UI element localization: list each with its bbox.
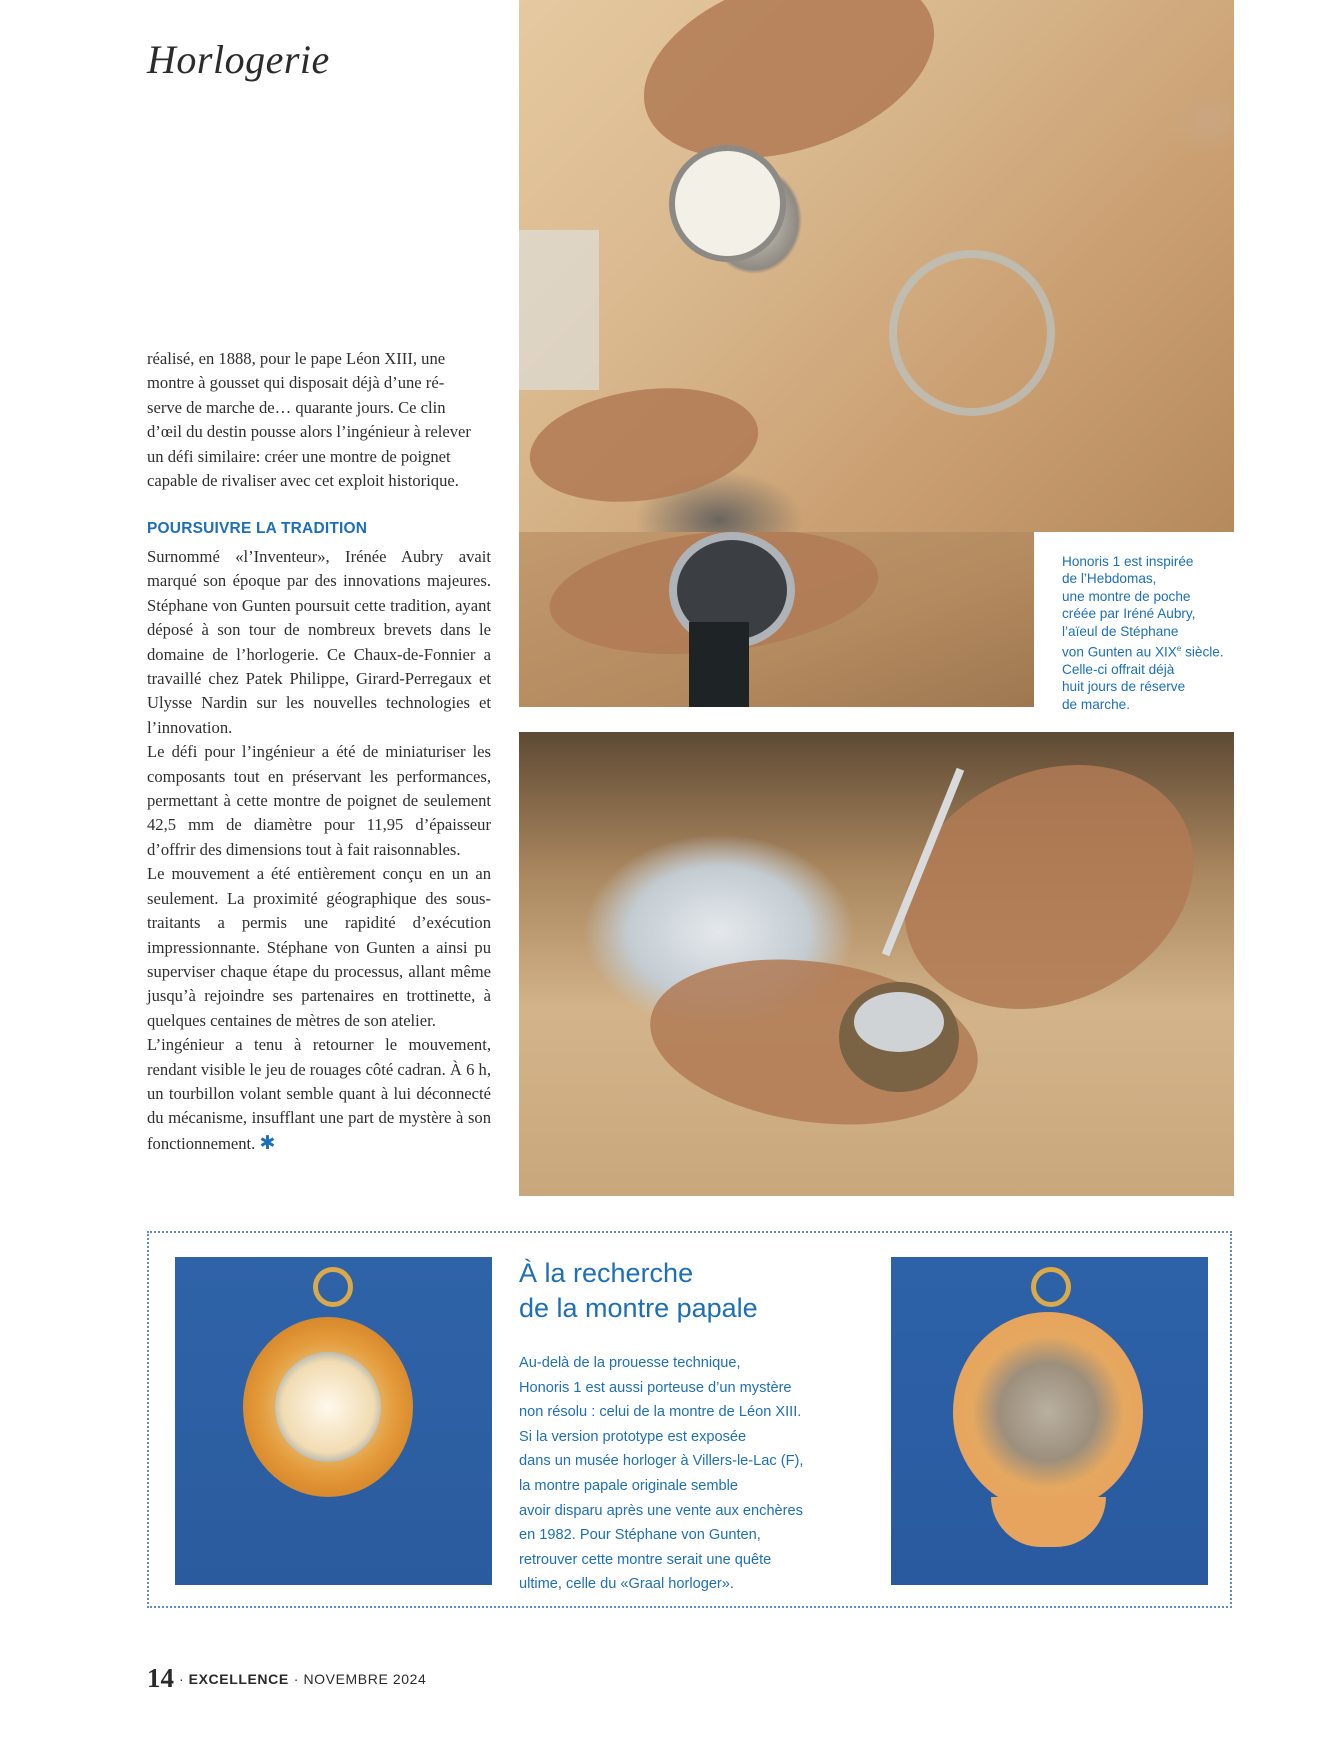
sidebar-title-line: de la montre papale	[519, 1293, 758, 1323]
sidebar-text-line: Si la version prototype est exposée	[519, 1428, 747, 1445]
sidebar-text-line: ultime, celle du «Graal horloger».	[519, 1576, 734, 1593]
caption-line: l’aïeul de Stéphane	[1062, 623, 1179, 639]
page-footer: 14 · EXCELLENCE · NOVEMBRE 2024	[147, 1663, 427, 1693]
caption-line: von Gunten au XIXe siècle.	[1062, 644, 1224, 660]
pocket-watch-image-movement	[891, 1257, 1208, 1585]
sidebar-text	[519, 1351, 869, 1597]
intro-line: réalisé, en 1888, pour le pape Léon XIII, une	[147, 349, 446, 368]
intro-line: montre à gousset qui disposait déjà d’une ré-	[147, 373, 445, 393]
page-number: 14	[147, 1663, 174, 1693]
section-heading: POURSUIVRE LA TRADITION	[147, 520, 368, 537]
intro-line: serve de marche de… quarante jours. Ce clin	[147, 397, 446, 417]
issue-date: NOVEMBRE 2024	[303, 1671, 427, 1687]
sidebar-text-line: avoir disparu après une vente aux enchères	[519, 1502, 803, 1519]
photo-caption	[1062, 553, 1242, 713]
end-mark-icon: ✱	[259, 1131, 276, 1154]
article-intro	[147, 347, 491, 493]
sidebar-text-line: Au-delà de la prouesse technique,	[519, 1355, 741, 1371]
caption-line: huit jours de réserve	[1062, 679, 1186, 695]
sidebar-text-line: la montre papale originale semble	[519, 1477, 739, 1494]
caption-line: Celle-ci offrait déjà	[1062, 661, 1175, 677]
caption-line: une montre de poche	[1062, 588, 1191, 604]
paragraph: L’ingénieur a tenu à retourner le mouvement, rendant visible le jeu de rouages côté cadran. À 6 h, un tourbillon volant semble quant à lui déconnecté du mécanisme, insufflant une part de mystère à son fonctionnement. ✱	[147, 1035, 491, 1154]
workshop-photo-assembly	[519, 732, 1234, 1196]
pocket-watch-image-dial	[175, 1257, 492, 1585]
workshop-photo-wrist	[519, 532, 1034, 707]
caption-line: créée par Iréné Aubry,	[1062, 606, 1196, 622]
sidebar-text-line: Honoris 1 est aussi porteuse d’un mystère	[519, 1379, 792, 1396]
rubric-title: Horlogerie	[147, 37, 330, 82]
sidebar-text-line: retrouver cette montre serait une quête	[519, 1551, 772, 1568]
sidebar-text-line: en 1982. Pour Stéphane von Gunten,	[519, 1527, 761, 1544]
publication-name: EXCELLENCE	[188, 1671, 289, 1687]
caption-line: de marche.	[1062, 696, 1131, 712]
intro-line: d’œil du destin pousse alors l’ingénieur à relever	[147, 422, 471, 442]
caption-line: Honoris 1 est inspirée	[1062, 554, 1194, 569]
sidebar-text-line: dans un musée horloger à Villers-le-Lac (F),	[519, 1453, 804, 1470]
paragraph: Le défi pour l’ingénieur a été de miniaturiser les composants tout en préservant les performances, permettant à cette montre de poignet de seulement 42,5 mm de diamètre pour 11,95 d’épaisseur d’offrir des dimensions tout à fait raisonnables.	[147, 742, 491, 859]
sidebar-title-line: À la recherche	[519, 1258, 694, 1288]
caption-line: de l’Hebdomas,	[1062, 571, 1157, 587]
paragraph: Surnommé «l’Inventeur», Irénée Aubry avait marqué son époque par des innovations majeures. Stéphane von Gunten poursuit cette tradition, ayant déposé à son tour de nombreux brevets dans le domaine de l’horlogerie. Ce Chaux-de-Fonnier a travaillé chez Patek Philippe, Girard-Perregaux et Ulysse Nardin sur les nouvelles technologies et l’innovation.	[147, 547, 491, 737]
sidebar-title	[519, 1256, 758, 1326]
sidebar-text-line: non résolu : celui de la montre de Léon XIII.	[519, 1404, 802, 1421]
paragraph: Le mouvement a été entièrement conçu en un an seulement. La proximité géographique des sous-traitants a permis une rapidité d’exécution impressionnante. Stéphane von Gunten a ainsi pu superviser chaque étape du processus, allant même jusqu’à rejoindre ses partenaires en trottinette, à quelques centaines de mètres de son atelier.	[147, 864, 491, 1030]
intro-line: capable de rivaliser avec cet exploit historique.	[147, 471, 459, 491]
workshop-photo-pocket-watch	[519, 0, 1234, 532]
article-body	[147, 545, 491, 1156]
intro-line: un défi similaire: créer une montre de poignet	[147, 446, 451, 466]
